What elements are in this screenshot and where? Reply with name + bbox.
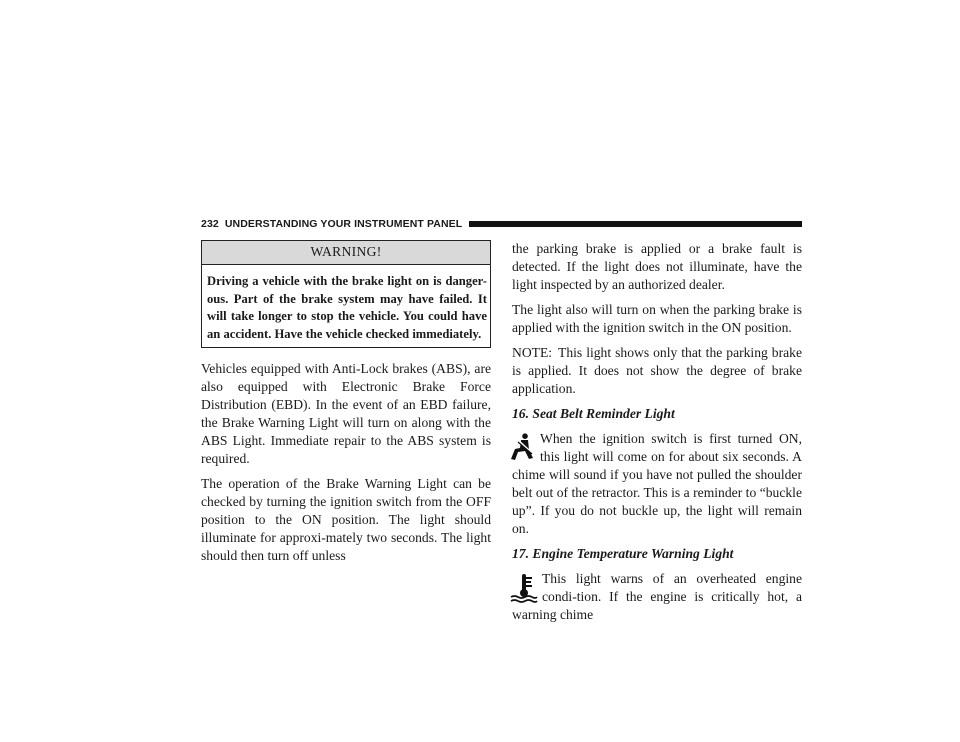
warning-box (201, 240, 491, 348)
left-column (201, 240, 491, 572)
item-engine-temperature (512, 545, 802, 624)
item-heading: 17. Engine Temperature Warning Light (512, 546, 734, 561)
note-text: This light shows only that the parking brake is applied. It does not show the degree of brake application. (512, 345, 802, 396)
paragraph-ebd: Vehicles equipped with Anti-Lock brakes (ABS), are also equipped with Electronic Brake Force Distribution (EBD). In the event of an EBD failure, the Brake Warning Light will turn on along with the ABS Light. Immediate repair to the ABS system is required. (201, 361, 491, 466)
paragraph-parking-brake: the parking brake is applied or a brake fault is detected. If the light does not illuminate, have the light inspected by an authorized dealer. (512, 241, 802, 292)
item-text: When the ignition switch is first turned ON, this light will come on for about six seconds. A chime will sound if you have not pulled the shoulder belt out of the retractor. This is a reminder to “buckle up”. If you do not buckle up, the light will remain on. (512, 431, 802, 536)
page-header (201, 217, 802, 231)
item-seat-belt (512, 405, 802, 538)
right-column (512, 240, 802, 631)
paragraph-light-on: The light also will turn on when the parking brake is applied with the ignition switch in the ON position. (512, 302, 802, 335)
item-text: This light warns of an overheated engine condi-tion. If the engine is critically hot, a warning chime (512, 571, 802, 622)
header-rule (469, 221, 802, 227)
warning-body: Driving a vehicle with the brake light on is danger-ous. Part of the brake system may have failed. It will take longer to stop the vehicle. You could have an accident. Have the vehicle checked immediately. (207, 274, 487, 341)
paragraph-brake-check: The operation of the Brake Warning Light can be checked by turning the ignition switch from the OFF position to the ON position. The light should illuminate for approxi-mately two seconds. The light should then turn off unless (201, 476, 491, 563)
note-label: NOTE: (512, 345, 553, 360)
engine-temperature-icon (510, 573, 538, 603)
page-number: 232 (201, 218, 219, 230)
seat-belt-icon (510, 433, 536, 461)
section-title: UNDERSTANDING YOUR INSTRUMENT PANEL (224, 218, 463, 230)
item-heading: 16. Seat Belt Reminder Light (512, 406, 675, 421)
warning-title: WARNING! (202, 241, 490, 265)
note (512, 344, 802, 398)
